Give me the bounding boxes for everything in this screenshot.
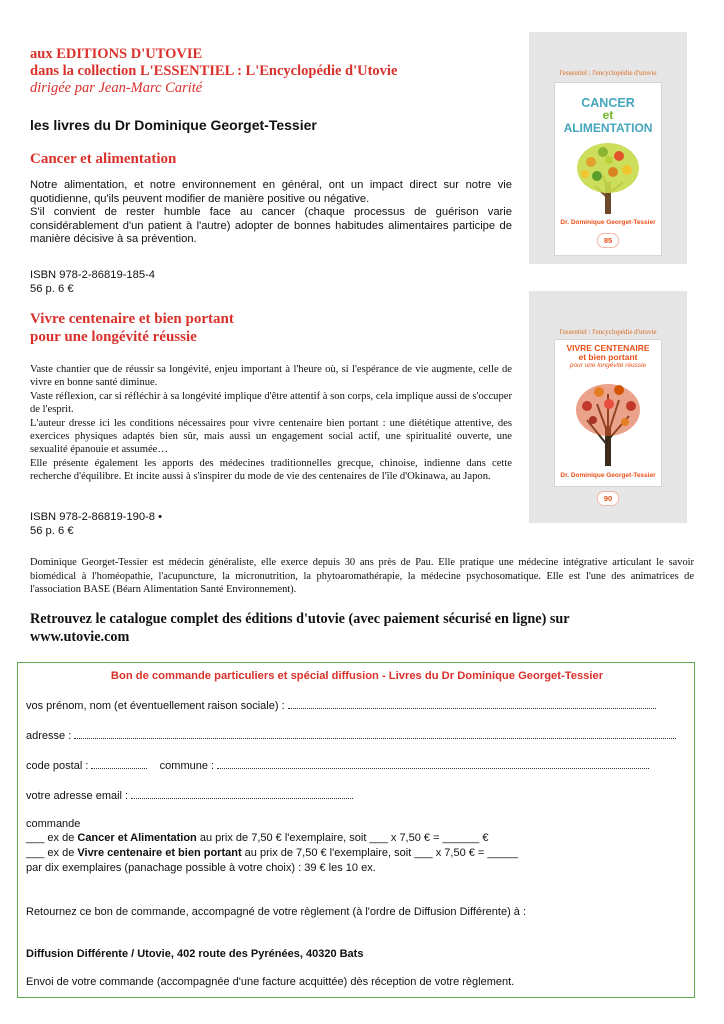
order2-prefix: ___ ex de — [26, 847, 78, 859]
address-field[interactable] — [26, 729, 676, 742]
cover2-series: l'essentiel : l'encyclopédie d'utovie — [559, 328, 657, 336]
author-bio: Dominique Georget-Tessier est médecin généraliste, elle exerce depuis 30 ans près de Pau. Elle pratique une médecine intégrative articulant le savoir biomédical à l'homéopathie, l'acupuncture, la micronutrition, la phytoaromathérapie, la médecine psychosomatique. Elle est l'une des animatrices de l'association BASE (Béarn Alimentation Santé Environnement). — [30, 557, 694, 595]
book2-paragraph: L'auteur dresse ici les conditions nécessaires pour vivre centenaire bien portant : une diététique attentive, des exercices physiques adaptés bien sûr, mais aussi un engagement social actif, une spiritualité ouverte, une sexualité épanouie et assumée… — [30, 417, 512, 456]
commune-input-line[interactable] — [217, 759, 649, 769]
book1-description — [30, 179, 512, 247]
order-form-title: Bon de commande particuliers et spécial diffusion - Livres du Dr Dominique Georget-Tessier — [110, 670, 604, 682]
book1-meta — [30, 268, 155, 296]
order-line-cancer[interactable] — [26, 832, 488, 844]
publisher-line: aux EDITIONS D'UTOVIE — [30, 46, 203, 62]
director-line: dirigée par Jean-Marc Carité — [30, 80, 203, 96]
order1-book: Cancer et Alimentation — [77, 832, 197, 844]
catalog-notice — [30, 610, 694, 646]
book2-title-line2: pour une longévité réussie — [30, 329, 197, 345]
address-input-line[interactable] — [74, 729, 676, 739]
cover1-number: 85 — [597, 233, 619, 248]
cover2-title-c: pour une longévité réussie — [569, 362, 647, 369]
book2-paragraph: Vaste chantier que de réussir sa longévité, enjeu important à l'heure où, si l'espérance de vie augmente, celle de vivre en bonne santé diminue. — [30, 364, 512, 389]
name-label: vos prénom, nom (et éventuellement raison sociale) : — [26, 700, 285, 712]
book1-paragraph: Notre alimentation, et notre environnement en général, ont un impact direct sur notre vie quotidienne, qu'ils peuvent modifier de manière positive ou négative. — [30, 179, 512, 205]
book2-meta — [30, 510, 162, 538]
cover2-title-b: et bien portant — [578, 352, 638, 362]
cover2-author: Dr. Dominique Georget-Tessier — [560, 472, 656, 479]
cover1-title-c: ALIMENTATION — [563, 121, 653, 135]
author-heading: les livres du Dr Dominique Georget-Tessier — [30, 117, 317, 133]
name-input-line[interactable] — [288, 699, 656, 709]
book1-paragraph: S'il convient de rester humble face au cancer (chaque processus de guérison varie considérablement d'un patient à l'autre) adopter de bonnes habitudes alimentaires participe de manière décisive à sa prévention. — [30, 206, 512, 246]
postal-input-line[interactable] — [91, 759, 147, 769]
address-label: adresse : — [26, 730, 72, 742]
mailing-address: Diffusion Différente / Utovie, 402 route des Pyrénées, 40320 Bats — [26, 948, 364, 960]
name-field[interactable] — [26, 699, 656, 712]
book2-cover — [529, 291, 687, 523]
cover2-title-a: VIVRE CENTENAIRE — [566, 343, 650, 353]
shipping-note: Envoi de votre commande (accompagnée d'une facture acquittée) dès réception de votre règlement. — [26, 976, 515, 988]
book2-paragraph: Elle présente également les apports des médecines traditionnelles grecque, chinoise, indienne dans cette recherche d'équilibre. Et incite aussi à s'inspirer du mode de vie des centenaires de l'île d'Okinawa, au Japon. — [30, 457, 512, 483]
catalog-link[interactable]: www.utovie.com — [30, 629, 130, 645]
cover2-number: 90 — [597, 491, 619, 506]
book2-description — [30, 363, 512, 484]
cover1-series: l'essentiel : l'encyclopédie d'utovie — [559, 69, 657, 77]
order-line-vivre[interactable] — [26, 847, 518, 859]
cover1-author: Dr. Dominique Georget-Tessier — [560, 219, 656, 226]
cover1-panel — [554, 82, 662, 256]
book2-pages-price: 56 p. 6 € — [30, 525, 74, 537]
return-instructions: Retournez ce bon de commande, accompagné de votre règlement (à l'ordre de Diffusion Différente) à : — [26, 906, 527, 918]
email-label: votre adresse email : — [26, 790, 129, 802]
email-field[interactable] — [26, 789, 353, 802]
tree-illustration-icon — [573, 376, 643, 468]
order2-book: Vivre centenaire et bien portant — [77, 847, 242, 859]
catalog-text: Retrouvez le catalogue complet des éditions d'utovie (avec paiement sécurisé en ligne) sur — [30, 611, 570, 627]
collection-line: dans la collection L'ESSENTIEL : L'Encyclopédie d'Utovie — [30, 63, 398, 79]
book1-title: Cancer et alimentation — [30, 151, 177, 167]
commande-label: commande — [26, 818, 81, 830]
book2-isbn: ISBN 978-2-86819-190-8 • — [30, 511, 163, 523]
book2-title — [30, 310, 234, 346]
order-form — [17, 662, 695, 998]
cover1-title-a: CANCER — [581, 96, 635, 110]
order1-prefix: ___ ex de — [26, 832, 78, 844]
commune-label: commune : — [159, 760, 215, 772]
collection-header — [30, 46, 397, 97]
book2-paragraph: Vaste réflexion, car si réfléchir à sa longévité implique d'être attentif à son corps, cela implique aussi de s'occuper de l'esprit. — [30, 390, 512, 416]
book1-cover — [529, 32, 687, 264]
book2-title-line1: Vivre centenaire et bien portant — [30, 311, 234, 327]
cover1-title-b: et — [602, 108, 614, 122]
postal-commune-field[interactable] — [26, 759, 649, 772]
cover2-panel — [554, 339, 662, 487]
order1-suffix: au prix de 7,50 € l'exemplaire, soit ___ x 7,50 € = ______ € — [196, 832, 489, 844]
bulk-offer: par dix exemplaires (panachage possible à votre choix) : 39 € les 10 ex. — [26, 862, 376, 874]
order2-suffix: au prix de 7,50 € l'exemplaire, soit ___ x 7,50 € = _____ — [241, 847, 518, 859]
postal-label: code postal : — [26, 760, 89, 772]
book1-pages-price: 56 p. 6 € — [30, 283, 74, 295]
book1-isbn: ISBN 978-2-86819-185-4 — [30, 269, 156, 281]
email-input-line[interactable] — [131, 789, 353, 799]
tree-illustration-icon — [573, 138, 643, 216]
